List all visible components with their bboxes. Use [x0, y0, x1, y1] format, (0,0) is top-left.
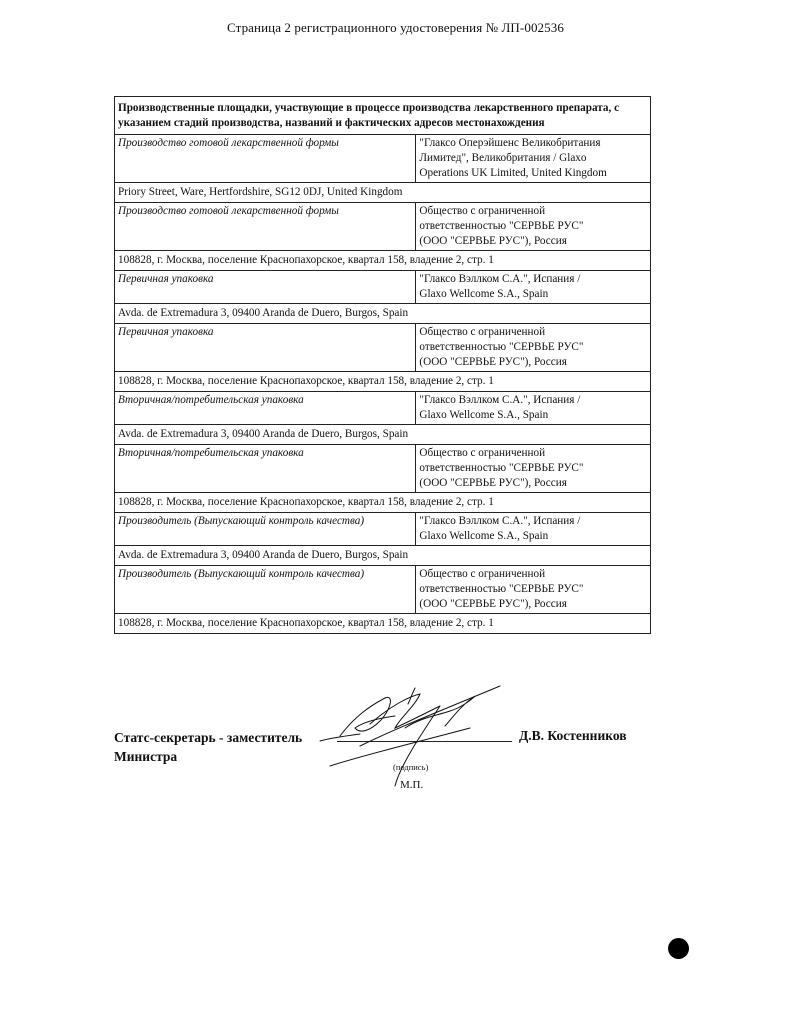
site-row — [115, 271, 651, 304]
company-name-line: Glaxo Wellcome S.A., Spain — [419, 288, 549, 300]
signatory-name: Д.В. Костенников — [519, 728, 627, 743]
signatory-position — [114, 728, 302, 766]
company-name-line: ответственностью "СЕРВЬЕ РУС" — [419, 341, 584, 353]
company-name — [416, 392, 651, 425]
company-name-line: Operations UK Limited, United Kingdom — [419, 167, 607, 179]
page-header: Страница 2 регистрационного удостоверения № ЛП-002536 — [227, 20, 564, 35]
company-name-line: "Глаксо Вэллком С.А.", Испания / — [419, 394, 581, 406]
company-name-line: Лимитед", Великобритания / Glaxo — [419, 152, 587, 164]
address-row — [115, 493, 651, 513]
company-name-line: (ООО "СЕРВЬЕ РУС"), Россия — [419, 598, 567, 610]
site-address: Avda. de Extremadura 3, 09400 Aranda de Duero, Burgos, Spain — [115, 425, 651, 445]
company-name-line: ответственностью "СЕРВЬЕ РУС" — [419, 462, 584, 474]
address-row — [115, 304, 651, 324]
table-body — [115, 97, 651, 634]
address-row — [115, 183, 651, 203]
company-name-line: (ООО "СЕРВЬЕ РУС"), Россия — [419, 477, 567, 489]
company-name-line: Общество с ограниченной — [419, 205, 546, 217]
table-title-row — [115, 97, 651, 135]
address-row — [115, 251, 651, 271]
address-row — [115, 614, 651, 634]
company-name — [416, 135, 651, 183]
signature-caption: (подпись) — [393, 762, 429, 772]
site-address: 108828, г. Москва, поселение Краснопахорское, квартал 158, владение 2, стр. 1 — [115, 614, 651, 634]
company-name-line: (ООО "СЕРВЬЕ РУС"), Россия — [419, 356, 567, 368]
company-name — [416, 324, 651, 372]
production-stage: Первичная упаковка — [115, 271, 416, 304]
company-name-line: "Глаксо Оперэйшенс Великобритания — [419, 137, 601, 149]
company-name-line: ответственностью "СЕРВЬЕ РУС" — [419, 583, 584, 595]
production-stage: Производитель (Выпускающий контроль качества) — [115, 566, 416, 614]
company-name-line: Glaxo Wellcome S.A., Spain — [419, 530, 549, 542]
production-stage: Производство готовой лекарственной формы — [115, 135, 416, 183]
address-row — [115, 425, 651, 445]
signatory-position-line2: Министра — [114, 749, 178, 764]
address-row — [115, 372, 651, 392]
company-name-line: ответственностью "СЕРВЬЕ РУС" — [419, 220, 584, 232]
company-name-line: Общество с ограниченной — [419, 568, 546, 580]
site-row — [115, 445, 651, 493]
production-stage: Производитель (Выпускающий контроль качества) — [115, 513, 416, 546]
site-address: 108828, г. Москва, поселение Краснопахорское, квартал 158, владение 2, стр. 1 — [115, 372, 651, 392]
production-stage: Вторичная/потребительская упаковка — [115, 392, 416, 425]
site-address: Avda. de Extremadura 3, 09400 Aranda de Duero, Burgos, Spain — [115, 304, 651, 324]
production-stage: Производство готовой лекарственной формы — [115, 203, 416, 251]
site-row — [115, 324, 651, 372]
site-row — [115, 513, 651, 546]
company-name — [416, 513, 651, 546]
site-row — [115, 203, 651, 251]
handwritten-signature — [300, 676, 530, 796]
company-name-line: "Глаксо Вэллком С.А.", Испания / — [419, 515, 581, 527]
company-name — [416, 271, 651, 304]
company-name — [416, 566, 651, 614]
company-name — [416, 203, 651, 251]
production-stage: Вторичная/потребительская упаковка — [115, 445, 416, 493]
signatory-position-line1: Статс-секретарь - заместитель — [114, 730, 303, 745]
stamp-place-label: М.П. — [400, 779, 424, 791]
company-name-line: "Глаксо Вэллком С.А.", Испания / — [419, 273, 581, 285]
company-name-line: Общество с ограниченной — [419, 326, 546, 338]
site-address: 108828, г. Москва, поселение Краснопахорское, квартал 158, владение 2, стр. 1 — [115, 493, 651, 513]
punch-hole-mark — [668, 938, 689, 959]
production-sites-table — [114, 96, 651, 634]
production-stage: Первичная упаковка — [115, 324, 416, 372]
table-title: Производственные площадки, участвующие в процессе производства лекарственного препарата, с указанием стадий производства, названий и фактических адресов местонахождения — [115, 97, 651, 135]
company-name — [416, 445, 651, 493]
site-address: 108828, г. Москва, поселение Краснопахорское, квартал 158, владение 2, стр. 1 — [115, 251, 651, 271]
site-row — [115, 135, 651, 183]
address-row — [115, 546, 651, 566]
company-name-line: Glaxo Wellcome S.A., Spain — [419, 409, 549, 421]
company-name-line: (ООО "СЕРВЬЕ РУС"), Россия — [419, 235, 567, 247]
site-address: Priory Street, Ware, Hertfordshire, SG12 0DJ, United Kingdom — [115, 183, 651, 203]
site-address: Avda. de Extremadura 3, 09400 Aranda de Duero, Burgos, Spain — [115, 546, 651, 566]
company-name-line: Общество с ограниченной — [419, 447, 546, 459]
site-row — [115, 392, 651, 425]
site-row — [115, 566, 651, 614]
